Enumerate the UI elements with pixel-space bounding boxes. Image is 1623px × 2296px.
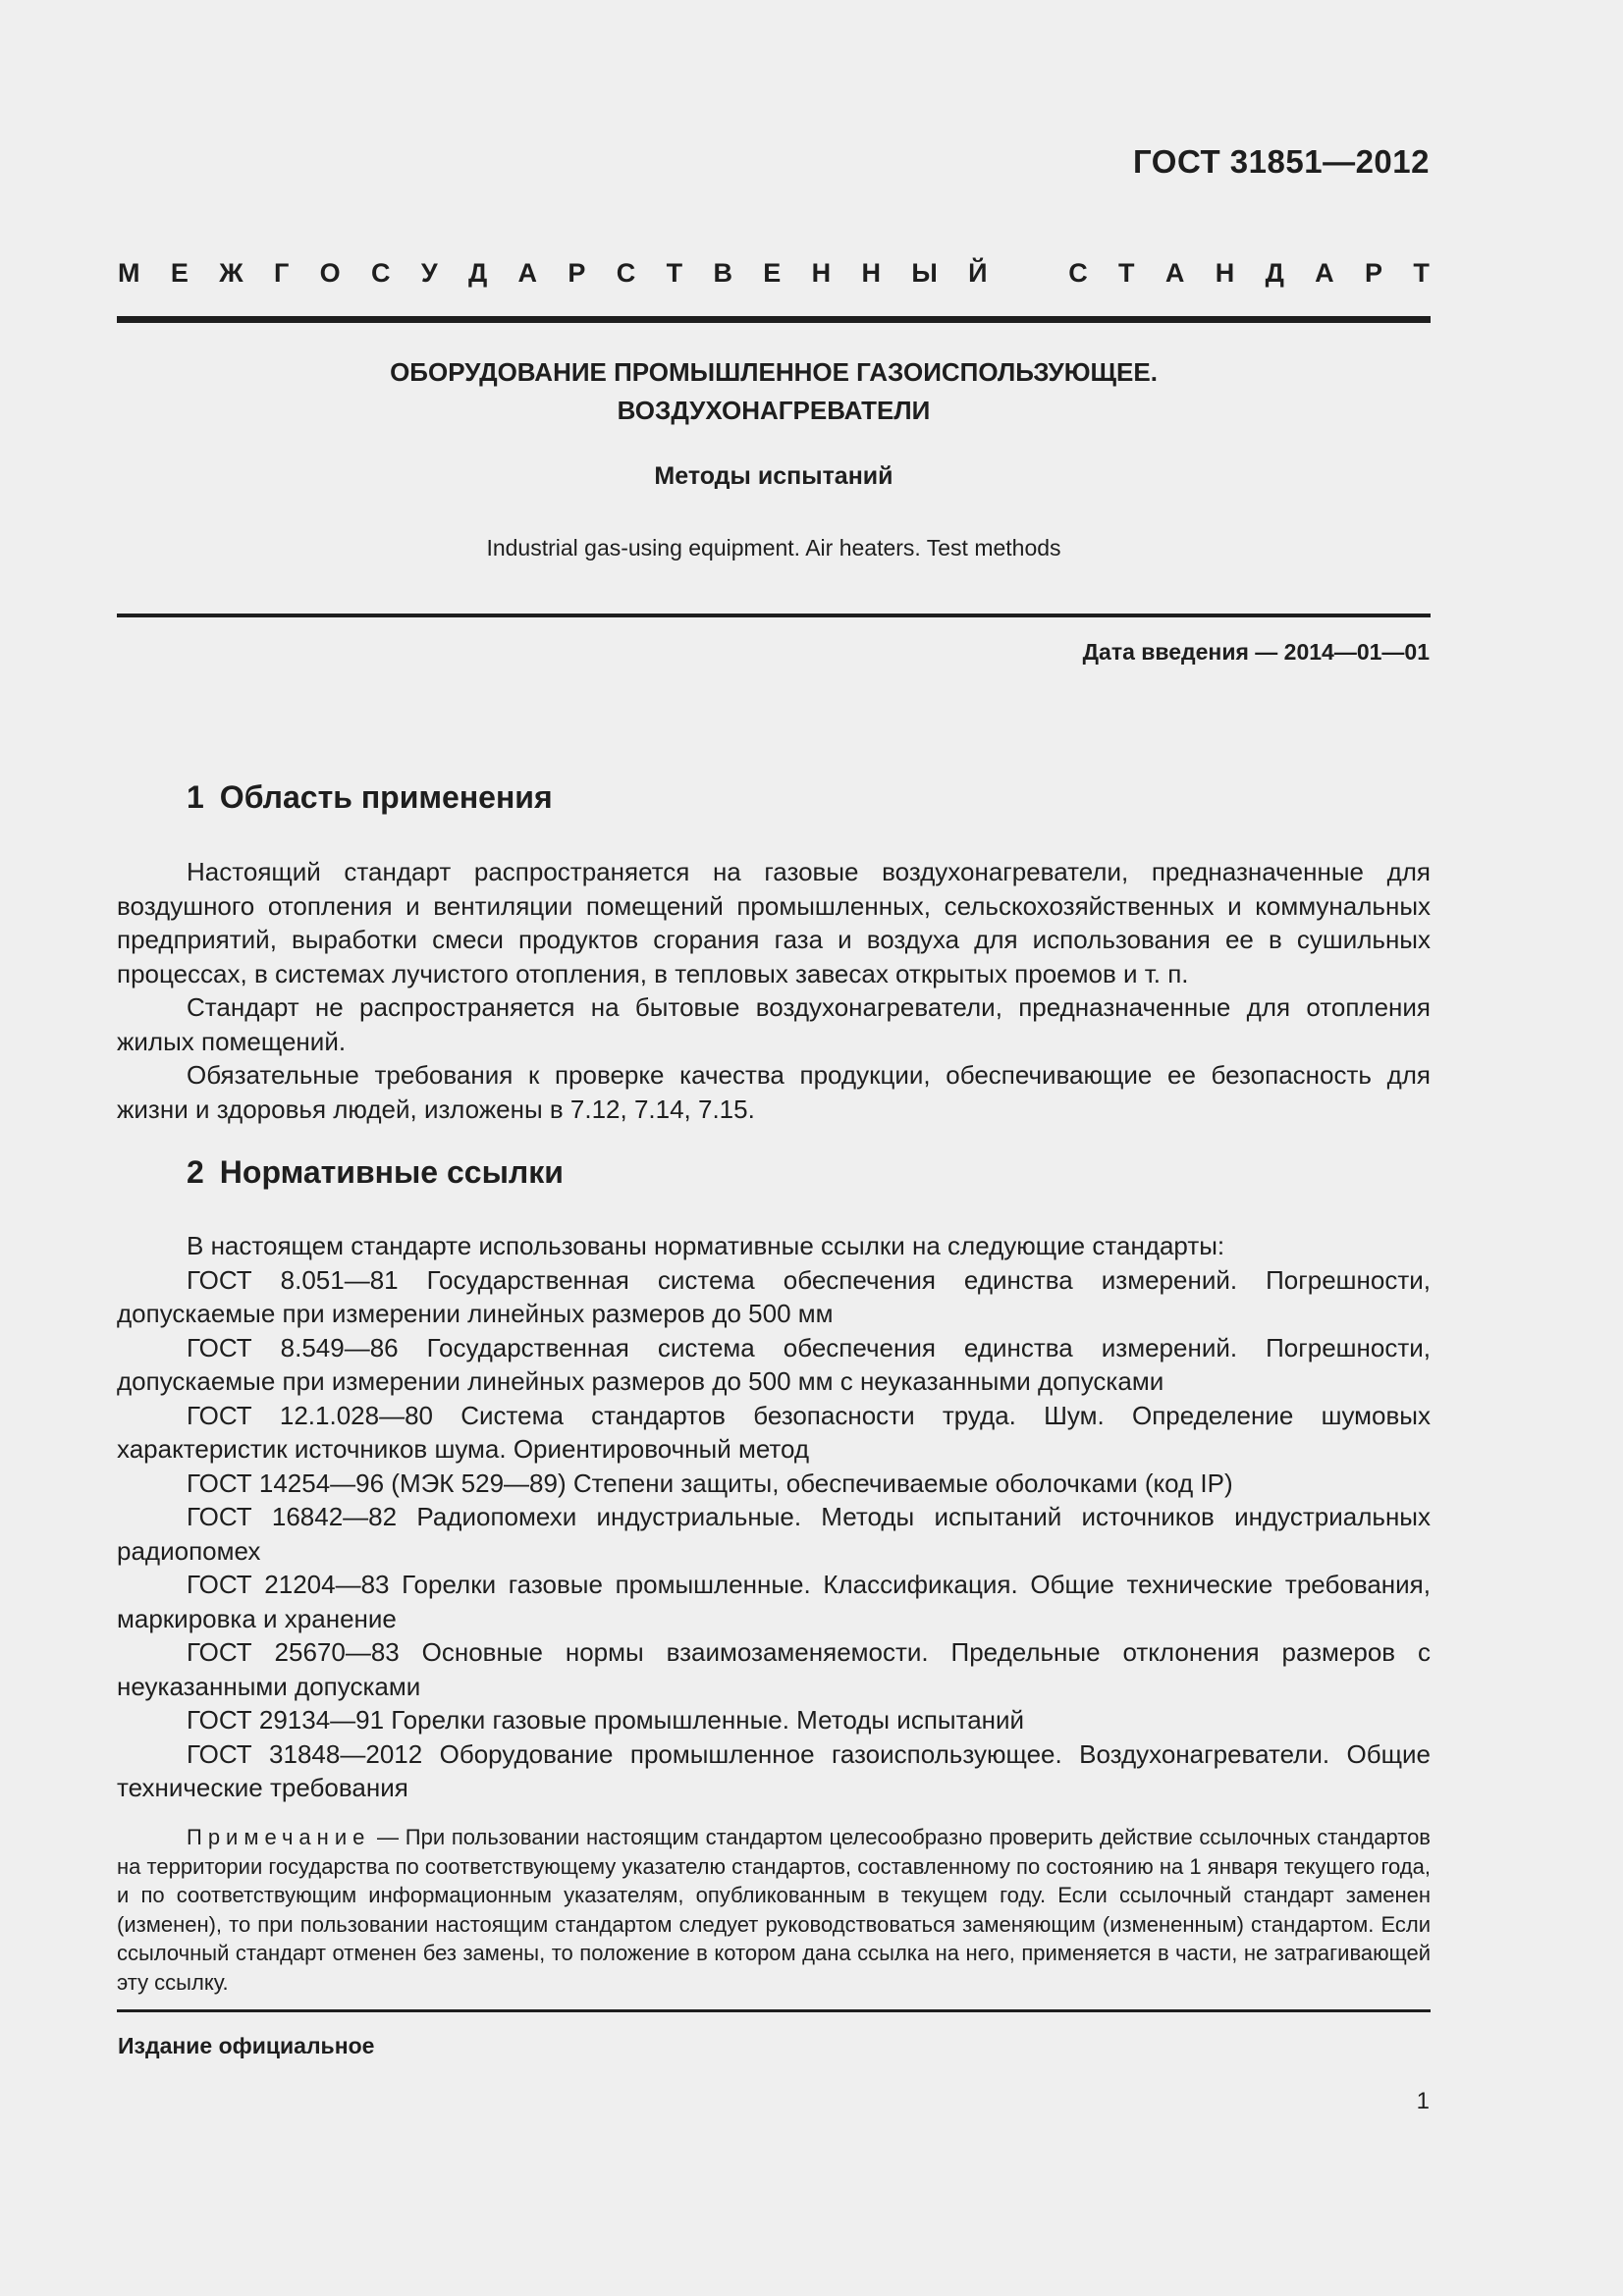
reference-item: В настоящем стандарте использованы нормативные ссылки на следующие стандарты: xyxy=(187,1231,1225,1260)
heading-letter: Г xyxy=(273,258,290,288)
section-1-body xyxy=(117,855,1431,1126)
section-1-paragraph: Стандарт не распространяется на бытовые воздухонагреватели, предназначенные для отопления жилых помещений. xyxy=(117,992,1431,1056)
document-code: ГОСТ 31851—2012 xyxy=(1133,143,1430,180)
english-title: Industrial gas-using equipment. Air heaters. Test methods xyxy=(486,535,1061,561)
section-1-paragraph: Настоящий стандарт распространяется на газовые воздухонагреватели, предназначенные для воздушного отопления и вентиляции помещений промышленных, сельскохозяйственных и коммунальных предприятий, выработки смеси продуктов сгорания газа и воздуха для использования ее в сушильных процессах, в системах лучистого отопления, в тепловых завесах открытых проемов и т. п. xyxy=(117,857,1431,988)
heading-letter: У xyxy=(420,258,438,288)
title-rule xyxy=(117,614,1431,617)
heading-letter: В xyxy=(713,258,732,288)
heading-letter: С xyxy=(370,258,391,288)
section-1-title: Область применения xyxy=(219,779,553,815)
reference-item: ГОСТ 25670—83 Основные нормы взаимозаменяемости. Предельные отклонения размеров с неуказанными допусками xyxy=(117,1637,1431,1701)
section-2-number: 2 xyxy=(187,1154,204,1190)
heading-letter: Д xyxy=(467,258,488,288)
heading-letter: М xyxy=(118,258,140,288)
note-paragraph xyxy=(117,1823,1431,1998)
reference-item: ГОСТ 12.1.028—80 Система стандартов безопасности труда. Шум. Определение шумовых характеристик источников шума. Ориентировочный метод xyxy=(117,1400,1431,1464)
heading-letter: С xyxy=(616,258,636,288)
title-line-1: ОБОРУДОВАНИЕ ПРОМЫШЛЕННОЕ ГАЗОИСПОЛЬЗУЮЩЕЕ. xyxy=(390,357,1158,387)
heading-letter: С xyxy=(1068,258,1088,288)
header-rule xyxy=(117,316,1431,323)
section-1-paragraph: Обязательные требования к проверке качества продукции, обеспечивающие ее безопасность для жизни и здоровья людей, изложены в 7.12, 7.14, 7.15. xyxy=(117,1060,1431,1124)
reference-item: ГОСТ 16842—82 Радиопомехи индустриальные. Методы испытаний источников индустриальных радиопомех xyxy=(117,1502,1431,1566)
heading-letter: Р xyxy=(1365,258,1383,288)
heading-letter: А xyxy=(1164,258,1185,288)
note-block xyxy=(117,1823,1431,1998)
official-edition-label: Издание официальное xyxy=(118,2033,375,2058)
heading-letter: Е xyxy=(170,258,189,288)
section-2-title: Нормативные ссылки xyxy=(219,1154,564,1190)
heading-letter: А xyxy=(1315,258,1334,288)
heading-letter: А xyxy=(517,258,538,288)
reference-item: ГОСТ 8.549—86 Государственная система обеспечения единства измерений. Погрешности, допускаемые при измерении линейных размеров до 500 мм с неуказанными допусками xyxy=(117,1332,1431,1396)
reference-item: ГОСТ 29134—91 Горелки газовые промышленные. Методы испытаний xyxy=(187,1705,1025,1735)
note-label: Примечание xyxy=(187,1825,371,1849)
section-2-body xyxy=(117,1229,1431,1805)
heading-letter: Н xyxy=(1215,258,1235,288)
heading-letter: Н xyxy=(811,258,832,288)
heading-letter: Р xyxy=(568,258,586,288)
heading-letter: О xyxy=(319,258,341,288)
title-line-2: ВОЗДУХОНАГРЕВАТЕЛИ xyxy=(617,396,931,425)
reference-item: ГОСТ 21204—83 Горелки газовые промышленные. Классификация. Общие технические требования, маркировка и хранение xyxy=(117,1570,1431,1633)
section-1-number: 1 xyxy=(187,779,204,815)
introduction-date: Дата введения — 2014—01—01 xyxy=(1082,639,1430,665)
heading-letter: Т xyxy=(1118,258,1135,288)
document-subtitle: Методы испытаний xyxy=(654,462,893,490)
reference-item: ГОСТ 31848—2012 Оборудование промышленное газоиспользующее. Воздухонагреватели. Общие технические требования xyxy=(117,1738,1431,1802)
section-2-heading xyxy=(187,1154,564,1191)
heading-letter: Й xyxy=(968,258,988,288)
heading-letter: Ж xyxy=(219,258,243,288)
heading-letter: Т xyxy=(666,258,683,288)
section-1-heading xyxy=(187,779,553,816)
document-title xyxy=(117,353,1431,430)
reference-item: ГОСТ 14254—96 (МЭК 529—89) Степени защиты, обеспечиваемые оболочками (код IP) xyxy=(187,1468,1233,1498)
interstate-standard-heading xyxy=(118,258,1430,289)
heading-letter: Ы xyxy=(911,258,938,288)
heading-letter: Е xyxy=(763,258,782,288)
footer-rule xyxy=(117,2009,1431,2012)
page-number: 1 xyxy=(1416,2088,1430,2114)
reference-item: ГОСТ 8.051—81 Государственная система обеспечения единства измерений. Погрешности, допускаемые при измерении линейных размеров до 500 мм xyxy=(117,1264,1431,1328)
heading-letter: Д xyxy=(1265,258,1284,288)
heading-word-gap xyxy=(1018,258,1038,289)
heading-letter: Н xyxy=(861,258,881,288)
heading-letter: Т xyxy=(1413,258,1430,288)
note-text: — При пользовании настоящим стандартом целесообразно проверить действие ссылочных стандартов на территории государства по соответствующему указателю стандартов, составленному по состоянию на 1 января текущего года, и по соответствующим информационным указателям, опубликованным в текущем году. Если ссылочный стандарт заменен (изменен), то при пользовании настоящим стандартом следует руководствоваться заменяющим (измененным) стандартом. Если ссылочный стандарт отменен без замены, то положение в котором дана ссылка на него, применяется в части, не затрагивающей эту ссылку. xyxy=(117,1825,1431,1995)
